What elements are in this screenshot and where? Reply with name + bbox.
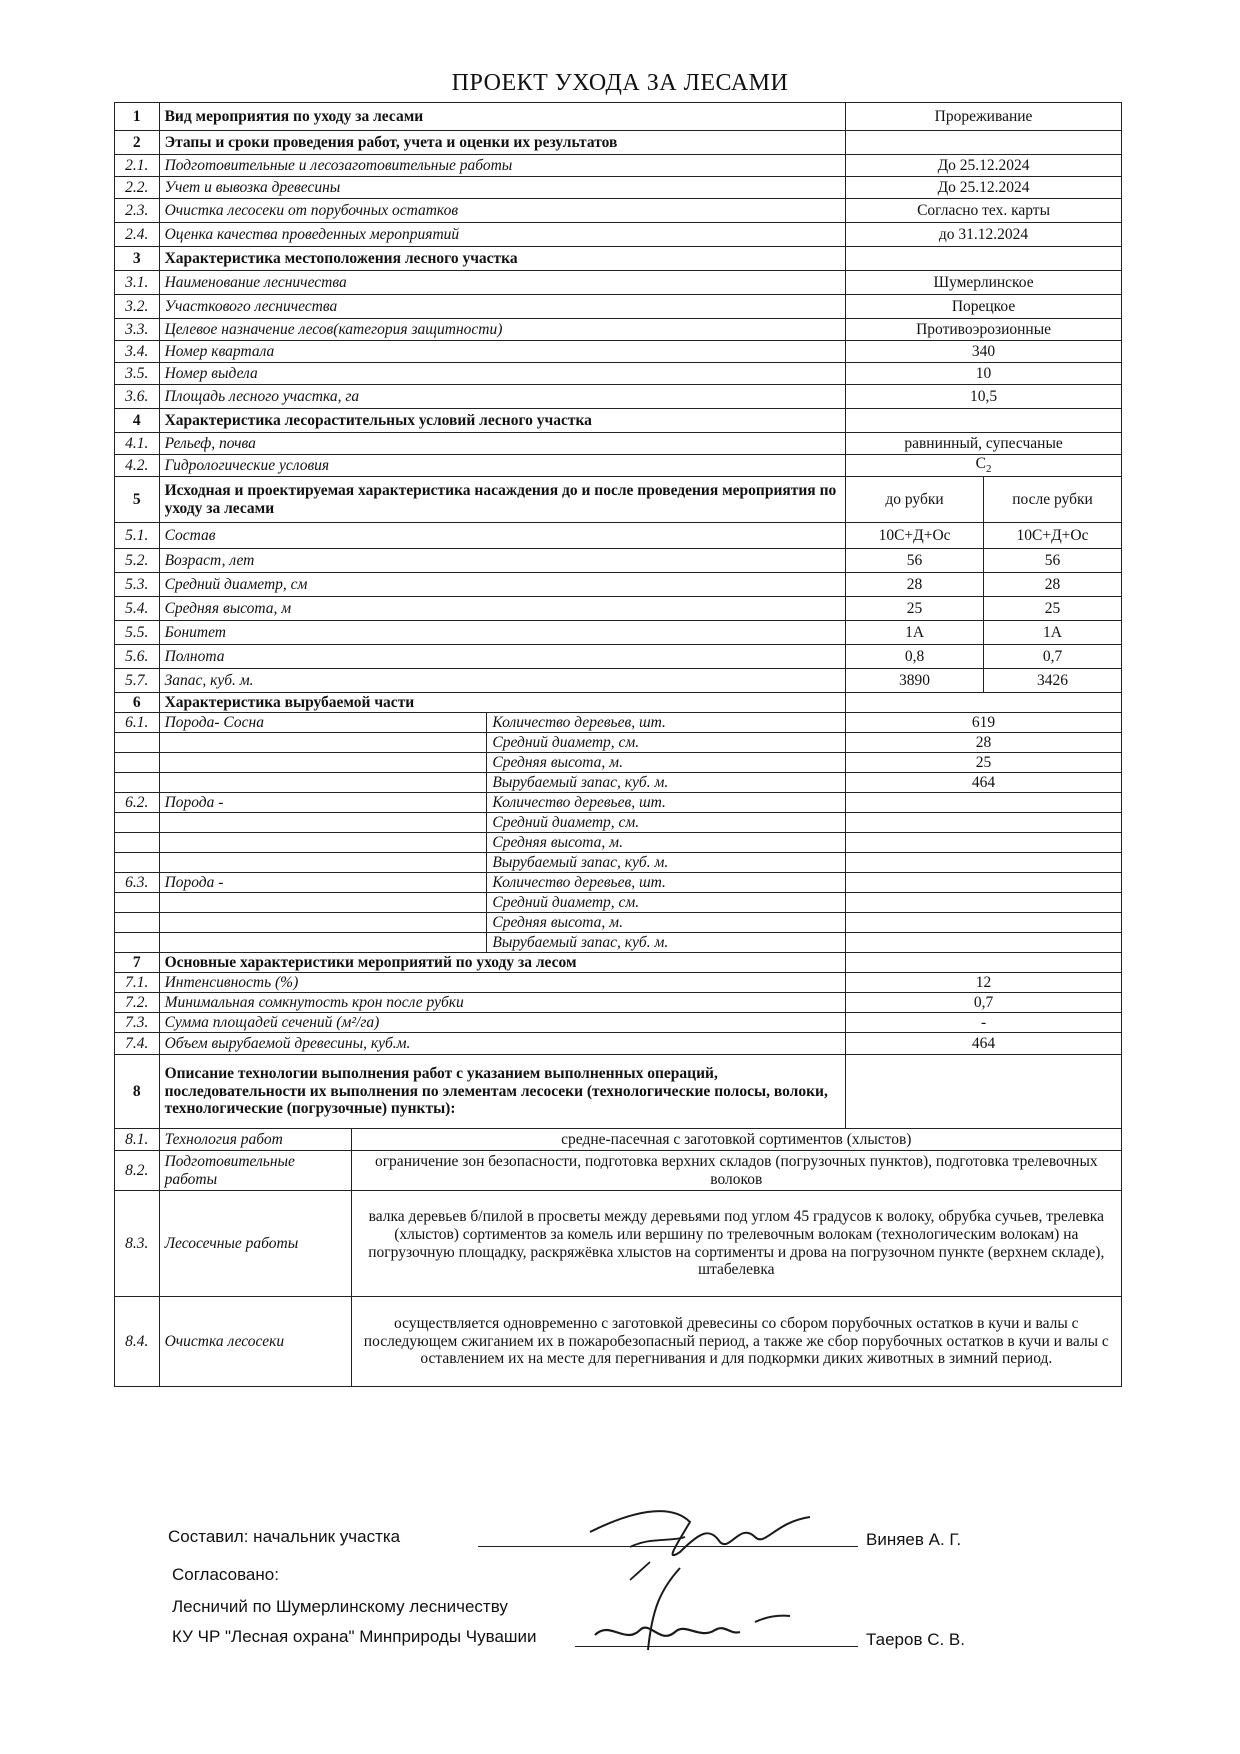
- row-number: [115, 813, 160, 833]
- row-value: 0,7: [846, 993, 1122, 1013]
- cut-part-row: [115, 813, 1122, 833]
- row-number: 4.1.: [115, 433, 160, 455]
- row-number: 8.3.: [115, 1191, 160, 1297]
- section-5-header: [115, 477, 1122, 523]
- row-value: 10,5: [846, 385, 1122, 409]
- table-row: [115, 341, 1122, 363]
- metric-value: 28: [846, 733, 1122, 753]
- table-row: [115, 973, 1122, 993]
- table-row: [115, 433, 1122, 455]
- section-6-header: [115, 693, 1122, 713]
- row-number: 4.2.: [115, 455, 160, 477]
- technology-description: валка деревьев б/пилой в просветы между деревьями под углом 45 градусов к волоку, обрубка сучьев, трелевка (хлыстов) сортиментов за комель или вершину по трелевочным волокам (технологическим волокам) на погрузочную площадку, раскряжёвка хлыстов на сортименты и дрова на погрузочном пункте (верхнем складе), штабелевка: [351, 1191, 1121, 1297]
- table-row: [115, 621, 1122, 645]
- row-label: Запас, куб. м.: [159, 669, 846, 693]
- compiled-name: Виняев А. Г.: [866, 1530, 962, 1549]
- row-label: Объем вырубаемой древесины, куб.м.: [159, 1033, 846, 1055]
- row-label: Номер квартала: [159, 341, 846, 363]
- row-number: [115, 933, 160, 953]
- species-label: [159, 933, 487, 953]
- section-3-header: [115, 247, 1122, 271]
- section-heading: Характеристика местоположения лесного участка: [159, 247, 846, 271]
- row-number: 6.3.: [115, 873, 160, 893]
- metric-value: [846, 793, 1122, 813]
- technology-description: средне-пасечная с заготовкой сортиментов (хлыстов): [351, 1129, 1121, 1151]
- section-4-header: [115, 409, 1122, 433]
- row-value: до 31.12.2024: [846, 223, 1122, 247]
- technology-description: осуществляется одновременно с заготовкой древесины со сбором порубочных остатков в кучи и валы с последующем сжиганием их в пожаробезопасный период, а также же сбор порубочных остатков в кучи и валы с оставлением их на месте для перегнивания и для подкормки диких животных в зимний период.: [351, 1297, 1121, 1387]
- species-label: [159, 813, 487, 833]
- row-number: 6.1.: [115, 713, 160, 733]
- row-value: 12: [846, 973, 1122, 993]
- row-value: [846, 953, 1122, 973]
- row-number: [115, 773, 160, 793]
- row-number: 6.2.: [115, 793, 160, 813]
- row-label: Очистка лесосеки: [159, 1297, 351, 1387]
- metric-value: [846, 933, 1122, 953]
- technology-description: ограничение зон безопасности, подготовка верхних складов (погрузочных пунктов), подготовка трелевочных волоков: [351, 1151, 1121, 1191]
- cut-part-row: [115, 853, 1122, 873]
- metric-label: Количество деревьев, шт.: [487, 873, 846, 893]
- row-value: Противоэрозионные: [846, 319, 1122, 341]
- section-heading: Описание технологии выполнения работ с указанием выполненных операций, последовательности их выполнения по элементам лесосеки (технологические полосы, волоки, технологические (погрузочные) пункты):: [159, 1055, 846, 1129]
- row-number: [115, 853, 160, 873]
- row-value: Прореживание: [846, 103, 1122, 131]
- table-row: [115, 177, 1122, 199]
- row-number: 7.4.: [115, 1033, 160, 1055]
- table-row: [115, 573, 1122, 597]
- compiled-label: Составил: начальник участка: [168, 1527, 401, 1546]
- row-number: 5.7.: [115, 669, 160, 693]
- row-number: 3.6.: [115, 385, 160, 409]
- value-after: 56: [984, 549, 1122, 573]
- row-number: 4: [115, 409, 160, 433]
- row-label: Учет и вывозка древесины: [159, 177, 846, 199]
- row-number: 2.2.: [115, 177, 160, 199]
- row-label: Технология работ: [159, 1129, 351, 1151]
- row-value: -: [846, 1013, 1122, 1033]
- row-number: 2.4.: [115, 223, 160, 247]
- row-number: 2.1.: [115, 155, 160, 177]
- species-label: [159, 773, 487, 793]
- row-number: 7: [115, 953, 160, 973]
- technology-row: [115, 1297, 1122, 1387]
- row-number: 2.3.: [115, 199, 160, 223]
- metric-value: 619: [846, 713, 1122, 733]
- row-label: Бонитет: [159, 621, 846, 645]
- cut-part-row: [115, 913, 1122, 933]
- section-heading: Этапы и сроки проведения работ, учета и оценки их результатов: [159, 131, 846, 155]
- cut-part-row: [115, 713, 1122, 733]
- row-label: Полнота: [159, 645, 846, 669]
- row-number: 5.6.: [115, 645, 160, 669]
- row-label: Средняя высота, м: [159, 597, 846, 621]
- table-row: [115, 319, 1122, 341]
- metric-value: [846, 893, 1122, 913]
- metric-label: Средняя высота, м.: [487, 913, 846, 933]
- row-value: [846, 455, 1122, 477]
- metric-label: Количество деревьев, шт.: [487, 713, 846, 733]
- metric-label: Средний диаметр, см.: [487, 893, 846, 913]
- row-number: 8.1.: [115, 1129, 160, 1151]
- row-value: 10: [846, 363, 1122, 385]
- section-heading: Характеристика вырубаемой части: [159, 693, 846, 713]
- row-value: 340: [846, 341, 1122, 363]
- row-label: Возраст, лет: [159, 549, 846, 573]
- table-row: [115, 645, 1122, 669]
- species-label: [159, 893, 487, 913]
- row-number: 8: [115, 1055, 160, 1129]
- species-label: [159, 853, 487, 873]
- table-row: [115, 597, 1122, 621]
- value-before: 3890: [846, 669, 984, 693]
- row-label: Подготовительные и лесозаготовительные работы: [159, 155, 846, 177]
- value-after: 3426: [984, 669, 1122, 693]
- section-heading: Исходная и проектируемая характеристика насаждения до и после проведения мероприятия по уходу за лесами: [159, 477, 846, 523]
- metric-label: Средний диаметр, см.: [487, 813, 846, 833]
- table-row: [115, 223, 1122, 247]
- table-row: [115, 523, 1122, 549]
- column-after-header: после рубки: [984, 477, 1122, 523]
- row-number: 3.3.: [115, 319, 160, 341]
- section-2-header: [115, 131, 1122, 155]
- section-heading: Основные характеристики мероприятий по уходу за лесом: [159, 953, 846, 973]
- row-label: Состав: [159, 523, 846, 549]
- section-heading: Вид мероприятия по уходу за лесами: [159, 103, 846, 131]
- forester-signature: [590, 1560, 810, 1660]
- table-row: [115, 155, 1122, 177]
- row-number: 8.4.: [115, 1297, 160, 1387]
- column-before-header: до рубки: [846, 477, 984, 523]
- row-label: Участкового лесничества: [159, 295, 846, 319]
- row-label: Подготовительные работы: [159, 1151, 351, 1191]
- table-row: [115, 1013, 1122, 1033]
- row-label: Оценка качества проведенных мероприятий: [159, 223, 846, 247]
- row-value: [846, 247, 1122, 271]
- cut-part-row: [115, 773, 1122, 793]
- row-number: [115, 753, 160, 773]
- value-before: 25: [846, 597, 984, 621]
- table-row: [115, 385, 1122, 409]
- species-label: Порода- Сосна: [159, 713, 487, 733]
- row-label: Очистка лесосеки от порубочных остатков: [159, 199, 846, 223]
- table-row: [115, 455, 1122, 477]
- row-label: Средний диаметр, см: [159, 573, 846, 597]
- row-label: Площадь лесного участка, га: [159, 385, 846, 409]
- row-number: [115, 733, 160, 753]
- row-number: 7.3.: [115, 1013, 160, 1033]
- metric-value: [846, 853, 1122, 873]
- row-number: 5: [115, 477, 160, 523]
- agreed-label: Согласовано:: [172, 1565, 279, 1584]
- cut-part-row: [115, 833, 1122, 853]
- metric-label: Вырубаемый запас, куб. м.: [487, 933, 846, 953]
- metric-label: Средняя высота, м.: [487, 833, 846, 853]
- row-number: 3: [115, 247, 160, 271]
- row-number: 3.5.: [115, 363, 160, 385]
- forester-line-2: КУ ЧР "Лесная охрана" Минприроды Чувашии: [172, 1627, 537, 1646]
- row-number: [115, 833, 160, 853]
- value-before: 56: [846, 549, 984, 573]
- value-after: 25: [984, 597, 1122, 621]
- technology-row: [115, 1129, 1122, 1151]
- table-row: [115, 199, 1122, 223]
- row-value: [846, 693, 1122, 713]
- metric-label: Количество деревьев, шт.: [487, 793, 846, 813]
- row-number: [115, 913, 160, 933]
- species-label: [159, 733, 487, 753]
- metric-value: [846, 813, 1122, 833]
- section-heading: Характеристика лесорастительных условий лесного участка: [159, 409, 846, 433]
- value-before: 1А: [846, 621, 984, 645]
- row-value: 464: [846, 1033, 1122, 1055]
- value-after: 1А: [984, 621, 1122, 645]
- row-label: Интенсивность (%): [159, 973, 846, 993]
- table-row: [115, 271, 1122, 295]
- cut-part-row: [115, 733, 1122, 753]
- table-row: [115, 993, 1122, 1013]
- metric-value: 25: [846, 753, 1122, 773]
- metric-value: [846, 833, 1122, 853]
- metric-value: 464: [846, 773, 1122, 793]
- table-row: [115, 363, 1122, 385]
- cut-part-row: [115, 893, 1122, 913]
- row-value: [846, 409, 1122, 433]
- row-number: 6: [115, 693, 160, 713]
- document-title: ПРОЕКТ УХОДА ЗА ЛЕСАМИ: [451, 70, 789, 96]
- table-row: [115, 549, 1122, 573]
- row-label: Гидрологические условия: [159, 455, 846, 477]
- cut-part-row: [115, 793, 1122, 813]
- row-label: Номер выдела: [159, 363, 846, 385]
- row-value: Согласно тех. карты: [846, 199, 1122, 223]
- row-value: Шумерлинское: [846, 271, 1122, 295]
- table-row: [115, 669, 1122, 693]
- species-label: Порода -: [159, 873, 487, 893]
- row-label: Рельеф, почва: [159, 433, 846, 455]
- row-number: 7.2.: [115, 993, 160, 1013]
- row-value: Порецкое: [846, 295, 1122, 319]
- cut-part-row: [115, 753, 1122, 773]
- section-1-row: [115, 103, 1122, 131]
- forester-line-1: Лесничий по Шумерлинскому лесничеству: [172, 1597, 508, 1616]
- technology-row: [115, 1151, 1122, 1191]
- technology-row: [115, 1191, 1122, 1297]
- row-value: [846, 131, 1122, 155]
- section-7-header: [115, 953, 1122, 973]
- value-before: 0,8: [846, 645, 984, 669]
- row-number: 7.1.: [115, 973, 160, 993]
- row-number: 3.4.: [115, 341, 160, 363]
- row-label: Целевое назначение лесов(категория защитности): [159, 319, 846, 341]
- row-number: 5.5.: [115, 621, 160, 645]
- metric-label: Вырубаемый запас, куб. м.: [487, 773, 846, 793]
- row-value: До 25.12.2024: [846, 155, 1122, 177]
- table-row: [115, 295, 1122, 319]
- value-after: 28: [984, 573, 1122, 597]
- metric-label: Средняя высота, м.: [487, 753, 846, 773]
- cut-part-row: [115, 933, 1122, 953]
- metric-value: [846, 873, 1122, 893]
- row-label: Минимальная сомкнутость крон после рубки: [159, 993, 846, 1013]
- row-number: 5.3.: [115, 573, 160, 597]
- species-label: [159, 913, 487, 933]
- row-number: 3.2.: [115, 295, 160, 319]
- metric-label: Вырубаемый запас, куб. м.: [487, 853, 846, 873]
- row-number: [115, 893, 160, 913]
- value-after: 10С+Д+Ос: [984, 523, 1122, 549]
- row-label: Наименование лесничества: [159, 271, 846, 295]
- value-before: 28: [846, 573, 984, 597]
- forest-care-table: [114, 102, 1122, 1387]
- species-label: [159, 833, 487, 853]
- metric-label: Средний диаметр, см.: [487, 733, 846, 753]
- row-number: 2: [115, 131, 160, 155]
- row-label: Лесосечные работы: [159, 1191, 351, 1297]
- hydro-class-subscript: 2: [985, 463, 992, 476]
- species-label: [159, 753, 487, 773]
- cut-part-row: [115, 873, 1122, 893]
- forester-name: Таеров С. В.: [866, 1630, 965, 1649]
- row-number: 5.4.: [115, 597, 160, 621]
- value-after: 0,7: [984, 645, 1122, 669]
- row-number: 5.1.: [115, 523, 160, 549]
- row-value: До 25.12.2024: [846, 177, 1122, 199]
- species-label: Порода -: [159, 793, 487, 813]
- row-number: 5.2.: [115, 549, 160, 573]
- metric-value: [846, 913, 1122, 933]
- hydro-class: C: [975, 455, 986, 473]
- value-before: 10С+Д+Ос: [846, 523, 984, 549]
- row-number: 1: [115, 103, 160, 131]
- row-value: [846, 1055, 1122, 1129]
- row-number: 8.2.: [115, 1151, 160, 1191]
- row-value: равнинный, супесчаные: [846, 433, 1122, 455]
- section-8-header: [115, 1055, 1122, 1129]
- row-number: 3.1.: [115, 271, 160, 295]
- row-label: Сумма площадей сечений (м²/га): [159, 1013, 846, 1033]
- table-row: [115, 1033, 1122, 1055]
